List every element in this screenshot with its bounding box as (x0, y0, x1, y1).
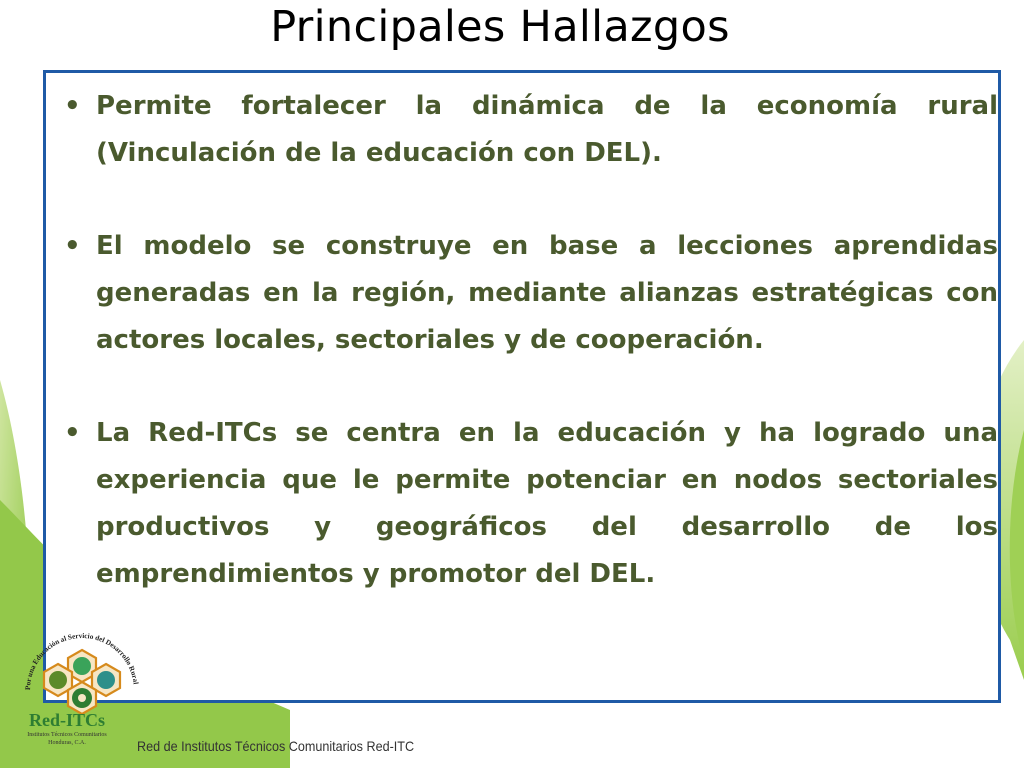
logo-subtitle-line-2: Honduras, C.A. (48, 740, 86, 746)
logo-ring-text: Por una Educación al Servicio del Desarrollo Rural (23, 631, 140, 691)
logo-subtitle-line-1: Institutos Técnicos Comunitarios (27, 732, 107, 738)
finding-item-3: • La Red-ITCs se centra en la educación y ha logrado una experiencia que le permite potenciar en nodos sectoriales productivos y geográficos del desarrollo de los emprendimientos y promotor del DEL. (60, 410, 998, 598)
content-panel (43, 70, 1001, 703)
footer-text: Red de Institutos Técnicos Comunitarios Red-ITC (137, 738, 415, 754)
logo-subtitle (12, 731, 122, 747)
logo-name: Red-ITCs (28, 710, 105, 730)
finding-item-1: • Permite fortalecer la dinámica de la economía rural (Vinculación de la educación con DEL). (60, 83, 998, 177)
finding-item-2: • El modelo se construye en base a lecciones aprendidas generadas en la región, mediante alianzas estratégicas con actores locales, sectoriales y de cooperación. (60, 223, 998, 364)
slide-title: Principales Hallazgos (270, 2, 730, 52)
findings-list (60, 83, 998, 644)
